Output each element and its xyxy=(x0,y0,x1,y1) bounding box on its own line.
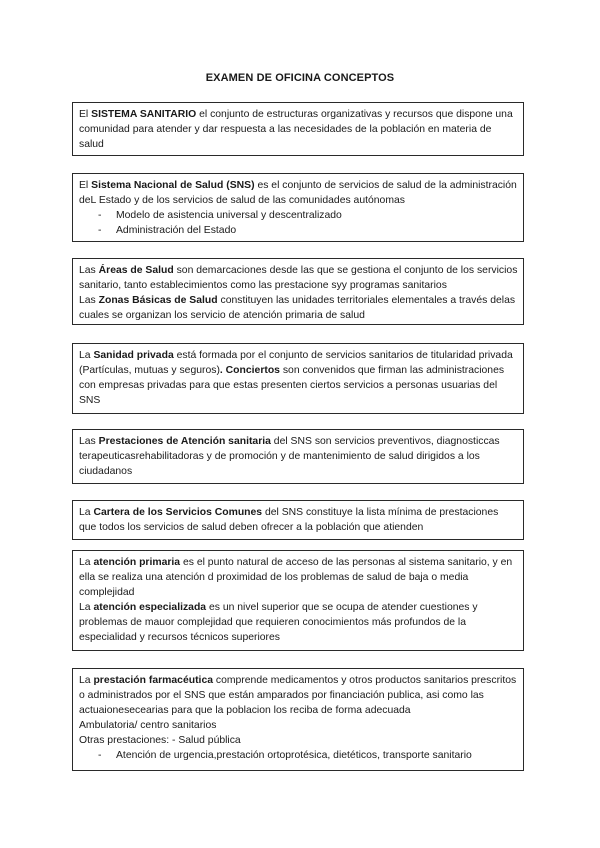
concept-box-prestaciones xyxy=(72,429,524,484)
concept-paragraph: La prestación farmacéutica comprende medicamentos y otros productos sanitarios prescritos o administrados por el SNS que están amparados por financiación publica, asi como las actuaionesecearias para que la poblacion los reciba de forma adecuada xyxy=(79,675,517,717)
concept-box-cartera xyxy=(72,500,524,540)
list-item: - Modelo de asistencia universal y descentralizado xyxy=(79,208,518,223)
concept-box-sanidad-privada xyxy=(72,343,524,414)
concept-paragraph: Las Áreas de Salud son demarcaciones desde las que se gestiona el conjunto de los servicios sanitario, tanto establecimientos como las prestacione syy programas sanitarios xyxy=(79,265,518,292)
concept-term: . Conciertos xyxy=(219,365,280,377)
concept-term: Áreas de Salud xyxy=(98,265,174,276)
concept-box-farmaceutica xyxy=(72,668,524,771)
concept-paragraph: El Sistema Nacional de Salud (SNS) es el conjunto de servicios de salud de la administración deL Estado y de los servicios de salud de las comunidades autónomas xyxy=(79,180,517,207)
concept-term: Sistema Nacional de Salud (SNS) xyxy=(91,180,255,191)
concept-term: Sanidad privada xyxy=(93,350,174,361)
list-item: - Administración del Estado xyxy=(79,223,518,238)
concept-paragraph: Las Prestaciones de Atención sanitaria del SNS son servicios preventivos, diagnosticcas terapeuticasrehabilitadoras y de promoción y de mantenimiento de salud dirigidos a los ciudadanos xyxy=(79,436,500,478)
concept-term: Cartera de los Servicios Comunes xyxy=(93,507,263,518)
concept-definition: el conjunto de estructuras organizativas y recursos que dispone una comunidad para atender y dar respuesta a las necesidades de la población en materia de salud xyxy=(79,109,513,151)
concept-term: Prestaciones de Atención sanitaria xyxy=(98,436,271,447)
concept-line: Ambulatoria/ centro sanitarios xyxy=(79,720,217,732)
concept-definition: es un nivel superior que se ocupa de atender cuestiones y problemas de mauor complejidad que requieren conocimientos más profundos de la especialidad y recursos técnicos superiores xyxy=(79,602,478,644)
concept-term: SISTEMA SANITARIO xyxy=(91,109,197,120)
concept-definition: es el punto natural de acceso de las personas al sistema sanitario, y en ella se realiza una atención d proximidad de los problemas de salud de baja o media complejidad xyxy=(79,557,513,599)
concept-paragraph: La atención especializada es un nivel superior que se ocupa de atender cuestiones y problemas de mauor complejidad que requieren conocimientos más profundos de la especialidad y recursos técnicos superiores xyxy=(79,602,478,644)
concept-paragraph: La Cartera de los Servicios Comunes del SNS constituye la lista mínima de prestaciones que todos los servicios de salud deben ofrecer a la población que atienden xyxy=(79,507,499,534)
concept-definition: está formada por el conjunto de servicios sanitarios de titularidad privada (Partículas, mutuas y seguros) xyxy=(79,350,513,377)
bullet-list xyxy=(79,208,518,238)
concept-line: Otras prestaciones: - Salud pública xyxy=(79,735,241,747)
bullet-list xyxy=(79,748,518,763)
concept-box-areas-salud xyxy=(72,258,524,325)
concept-paragraph: La Sanidad privada está formada por el conjunto de servicios sanitarios de titularidad privada (Partículas, mutuas y seguros). Conciertos son convenidos que firman las administraciones con empresas privadas para que estas presenten ciertos servicios a personas usuarias del SNS xyxy=(79,350,513,407)
concept-paragraph: El SISTEMA SANITARIO el conjunto de estructuras organizativas y recursos que dispone una comunidad para atender y dar respuesta a las necesidades de la población en materia de salud xyxy=(79,109,513,151)
concept-box-sistema-sanitario xyxy=(72,102,524,156)
concept-term: atención especializada xyxy=(93,602,207,614)
concept-definition: constituyen las unidades territoriales elementales a través delas cuales se organizan los servicio de atención primaria de salud xyxy=(79,295,516,322)
concept-definition: es el conjunto de servicios de salud de la administración deL Estado y de los servicios de salud de las comunidades autónomas xyxy=(79,180,517,207)
concept-box-sns xyxy=(72,173,524,242)
page-title: EXAMEN DE OFICINA CONCEPTOS xyxy=(205,72,395,84)
concept-definition: comprende medicamentos y otros productos sanitarios prescritos o administrados por el SNS que están amparados por financiación publica, asi como las actuaionesecearias para que la poblacion los reciba de forma adecuada xyxy=(79,675,517,717)
list-item: - Atención de urgencia,prestación ortoprotésica, dietéticos, transporte sanitario xyxy=(79,748,518,763)
concept-definition: son demarcaciones desde las que se gestiona el conjunto de los servicios sanitario, tanto establecimientos como las prestacione syy programas sanitarios xyxy=(79,265,518,292)
concept-definition: del SNS son servicios preventivos, diagnosticcas terapeuticasrehabilitadoras y de promoción y de mantenimiento de salud dirigidos a los ciudadanos xyxy=(79,436,500,478)
concept-box-atencion xyxy=(72,550,524,651)
concept-paragraph: Las Zonas Básicas de Salud constituyen las unidades territoriales elementales a través delas cuales se organizan los servicio de atención primaria de salud xyxy=(79,295,516,322)
concept-term: Zonas Básicas de Salud xyxy=(98,295,218,307)
concept-term: atención primaria xyxy=(93,557,181,568)
concept-definition: son convenidos que firman las administraciones con empresas privadas para que estas presenten ciertos servicios a personas usuarias del SNS xyxy=(79,365,505,407)
concept-paragraph: La atención primaria es el punto natural de acceso de las personas al sistema sanitario, y en ella se realiza una atención d proximidad de los problemas de salud de baja o media complejidad xyxy=(79,557,513,599)
concept-definition: del SNS constituye la lista mínima de prestaciones que todos los servicios de salud deben ofrecer a la población que atienden xyxy=(79,507,499,534)
concept-term: prestación farmacéutica xyxy=(93,675,213,686)
